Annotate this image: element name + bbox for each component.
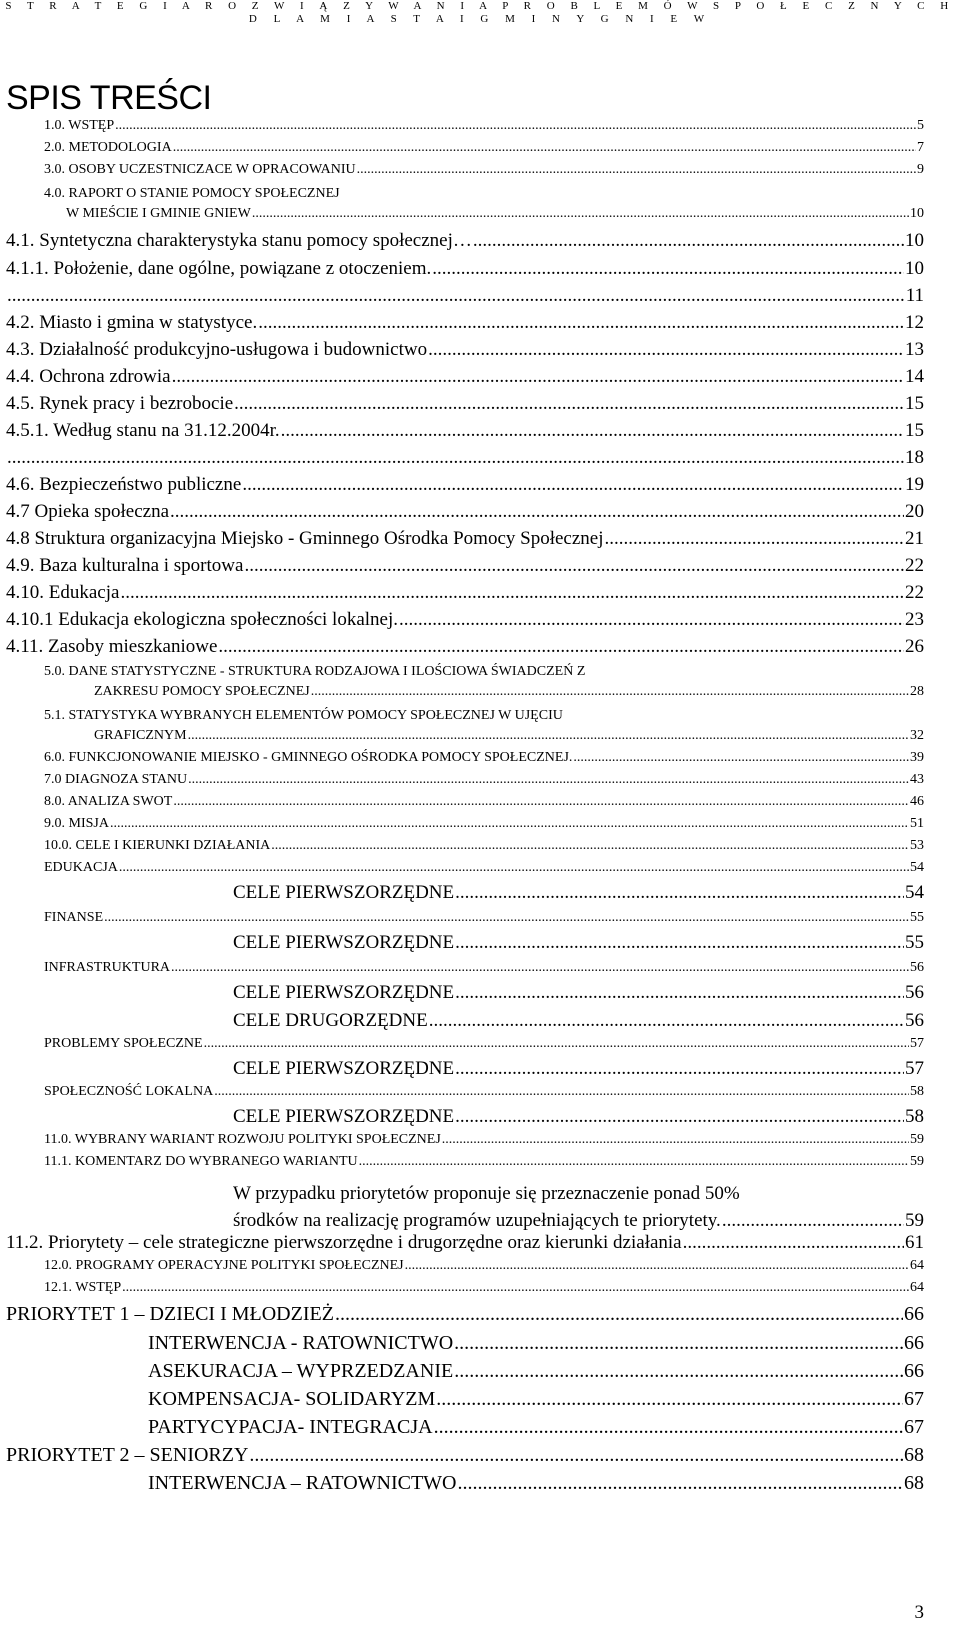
toc-page-number: 59 (910, 1154, 924, 1169)
toc-entry-title: EDUKACJA (44, 860, 118, 875)
dot-leader (455, 1058, 904, 1080)
toc-page-number: 58 (910, 1084, 924, 1099)
toc-page-number: 22 (905, 582, 924, 603)
dot-leader (683, 1232, 904, 1254)
dot-leader (442, 1132, 909, 1148)
toc-entry-interwencja-ratownictwo[interactable] (148, 1332, 924, 1354)
toc-page-number: 23 (905, 609, 924, 630)
toc-entry-3-0-osoby-uczestniczace-w-opracowaniu[interactable] (44, 162, 924, 178)
toc-entry-cele-pierwszorzedne[interactable] (233, 982, 924, 1004)
dot-leader (214, 1084, 909, 1100)
toc-entry-title: 12.1. WSTĘP (44, 1280, 122, 1295)
toc-entry-title: KOMPENSACJA- SOLIDARYZM (148, 1388, 436, 1410)
toc-page-number: 9 (917, 162, 924, 177)
toc-entry-title: 12.0. PROGRAMY OPERACYJNE POLITYKI SPOŁECZNEJ (44, 1258, 404, 1273)
dot-leader (454, 1360, 903, 1382)
toc-entry-7-0-diagnoza-stanu[interactable] (44, 772, 924, 788)
toc-entry-title: 4.6. Bezpieczeństwo publiczne (6, 474, 242, 495)
toc-entry-11-2-priorytety-cele-strategiczne-pierws[interactable] (6, 1232, 924, 1254)
dot-leader (281, 420, 904, 442)
dot-leader (7, 447, 904, 469)
dot-leader (119, 860, 909, 876)
toc-entry-1-0-wstep[interactable] (44, 118, 924, 134)
dot-leader (204, 1036, 909, 1052)
toc-entry-title: PARTYCYPACJA- INTEGRACJA (148, 1416, 433, 1438)
toc-entry-title: 4.2. Miasto i gmina w statystyce. (6, 312, 258, 333)
toc-entry-title: CELE PIERWSZORZĘDNE (233, 1058, 455, 1079)
toc-page-number: 61 (905, 1232, 924, 1253)
dot-leader (399, 609, 904, 631)
toc-entry-priorytet-2-seniorzy[interactable] (6, 1444, 924, 1466)
toc-entry-title: 8.0. ANALIZA SWOT (44, 794, 173, 809)
toc-entry-title: CELE DRUGORZĘDNE (233, 1010, 428, 1031)
toc-page-number: 22 (905, 555, 924, 576)
toc-entry-title: W MIEŚCIE I GMINIE GNIEW (66, 206, 251, 221)
toc-page-number: 32 (910, 728, 924, 743)
dot-leader (455, 1106, 904, 1128)
toc-page-number: 67 (904, 1416, 924, 1438)
toc-page-number: 15 (905, 393, 924, 414)
toc-entry-infrastruktura[interactable] (44, 960, 924, 976)
toc-entry-spolecznosc-lokalna[interactable] (44, 1084, 924, 1100)
toc-entry-4-1-1-polozenie-dane-ogolne-powiazane-z-[interactable] (6, 258, 924, 280)
toc-entry-4-9-baza-kulturalna-i-sportowa[interactable] (6, 555, 924, 577)
toc-entry-4-10-1-edukacja-ekologiczna-spolecznosci[interactable] (6, 609, 924, 631)
dot-leader (429, 1010, 904, 1032)
toc-entry-title-line-1: 5.1. STATYSTYKA WYBRANYCH ELEMENTÓW POMOCY SPOŁECZNEJ W UJĘCIU (44, 708, 563, 723)
toc-page-number: 28 (910, 684, 924, 699)
toc-entry-cele-drugorzedne[interactable] (233, 1010, 924, 1032)
dot-leader (188, 726, 909, 746)
toc-entry-title: środków na realizację programów uzupełniających te priorytety. (233, 1210, 721, 1231)
toc-page-number: 55 (905, 932, 924, 953)
toc-page-number: 58 (905, 1106, 924, 1127)
toc-entry-title: 4.1.1. Położenie, dane ogólne, powiązane z otoczeniem. (6, 258, 432, 279)
toc-page-number: 46 (910, 794, 924, 809)
toc-entry-title: 2.0. METODOLOGIA (44, 140, 172, 155)
toc-entry-title: 6.0. FUNKCJONOWANIE MIEJSKO - GMINNEGO OŚRODKA POMOCY SPOŁECZNEJ. (44, 750, 573, 765)
toc-entry-title: 4.5.1. Według stanu na 31.12.2004r. (6, 420, 280, 441)
toc-entry-partycypacja-integracja[interactable] (148, 1416, 924, 1438)
dot-leader (173, 140, 916, 156)
toc-entry-title: CELE PIERWSZORZĘDNE (233, 982, 455, 1003)
dot-leader (7, 285, 905, 307)
dot-leader (432, 258, 904, 280)
toc-entry-problemy-spoleczne[interactable] (44, 1036, 924, 1052)
dot-leader (234, 393, 904, 415)
running-header (0, 0, 960, 26)
dot-leader (252, 204, 909, 224)
toc-entry-title: 11.0. WYBRANY WARIANT ROZWOJU POLITYKI SPOŁECZNEJ (44, 1132, 441, 1147)
toc-entry-4-11-zasoby-mieszkaniowe[interactable] (6, 636, 924, 658)
page-number: 3 (914, 1602, 924, 1623)
toc-entry-title: PROBLEMY SPOŁECZNE (44, 1036, 203, 1051)
toc-page-number: 26 (905, 636, 924, 657)
toc-page-number: 10 (905, 258, 924, 279)
dot-leader (122, 1280, 909, 1296)
dot-leader (258, 312, 904, 334)
toc-page-number: 68 (904, 1444, 924, 1466)
toc-entry-continuation[interactable] (6, 447, 924, 469)
toc-title: SPIS TREŚCI (6, 79, 212, 117)
dot-leader (357, 162, 916, 178)
toc-page-number: 53 (910, 838, 924, 853)
toc-entry-4-4-ochrona-zdrowia[interactable] (6, 366, 924, 388)
toc-page-number: 66 (904, 1332, 924, 1354)
toc-entry-title: SPOŁECZNOŚĆ LOKALNA (44, 1084, 214, 1099)
toc-entry-title: 4.5. Rynek pracy i bezrobocie (6, 393, 234, 414)
dot-leader (722, 1207, 904, 1234)
toc-page-number: 10 (905, 230, 924, 251)
dot-leader (455, 982, 904, 1004)
toc-entry-title: 4.4. Ochrona zdrowia (6, 366, 171, 387)
dot-leader (173, 794, 909, 810)
toc-entry-title: INTERWENCJA - RATOWNICTWO (148, 1332, 454, 1354)
toc-entry-title: PRIORYTET 1 – DZIECI I MŁODZIEŻ (6, 1303, 334, 1325)
toc-page-number: 64 (910, 1280, 924, 1295)
toc-entry-edukacja[interactable] (44, 860, 924, 876)
toc-entry-title: 4.10. Edukacja (6, 582, 120, 603)
toc-entry-title-line-1: W przypadku priorytetów proponuje się przeznaczenie ponad 50% (233, 1183, 740, 1204)
toc-entry-4-5-1-wedlug-stanu-na-31-12-2004r[interactable] (6, 420, 924, 442)
toc-entry-title: ASEKURACJA – WYPRZEDZANIE (148, 1360, 454, 1382)
toc-page-number: 59 (910, 1132, 924, 1147)
toc-entry-6-0-funkcjonowanie-miejsko-gminnego-osro[interactable] (44, 750, 924, 766)
toc-entry-asekuracja-wyprzedzanie[interactable] (148, 1360, 924, 1382)
dot-leader (573, 750, 909, 766)
toc-page-number: 57 (905, 1058, 924, 1079)
dot-leader (115, 118, 916, 134)
toc-page-number: 51 (910, 816, 924, 831)
toc-page-number: 68 (904, 1472, 924, 1494)
toc-entry-continuation[interactable] (6, 285, 924, 307)
dot-leader (311, 682, 909, 702)
toc-entry-title: GRAFICZNYM (94, 728, 187, 743)
toc-entry-4-2-miasto-i-gmina-w-statystyce[interactable] (6, 312, 924, 334)
toc-page-number: 64 (910, 1258, 924, 1273)
dot-leader (473, 230, 904, 252)
toc-page-number: 57 (910, 1036, 924, 1051)
toc-entry-cele-pierwszorzedne[interactable] (233, 1106, 924, 1128)
toc-page-number: 67 (904, 1388, 924, 1410)
toc-entry-4-3-dzialalnosc-produkcyjno-uslugowa-i-b[interactable] (6, 339, 924, 361)
toc-entry-title: CELE PIERWSZORZĘDNE (233, 932, 455, 953)
toc-page-number: 59 (905, 1210, 924, 1231)
toc-entry-title: 4.9. Baza kulturalna i sportowa (6, 555, 244, 576)
dot-leader (405, 1258, 909, 1274)
toc-page-number: 56 (905, 1010, 924, 1031)
toc-entry-4-0-raport-o-stanie-pomocy-spolecznej[interactable] (44, 184, 924, 224)
toc-entry-title: 4.11. Zasoby mieszkaniowe (6, 636, 218, 657)
dot-leader (120, 582, 904, 604)
toc-entry-title: CELE PIERWSZORZĘDNE (233, 1106, 455, 1127)
toc-entry-title: CELE PIERWSZORZĘDNE (233, 882, 455, 903)
dot-leader (110, 816, 909, 832)
toc-entry-4-1-syntetyczna-charakterystyka-stanu-po[interactable] (6, 230, 924, 252)
dot-leader (170, 501, 904, 523)
toc-page-number: 43 (910, 772, 924, 787)
toc-page-number: 12 (905, 312, 924, 333)
toc-entry-title: 3.0. OSOBY UCZESTNICZACE W OPRACOWANIU (44, 162, 356, 177)
toc-entry-2-0-metodologia[interactable] (44, 140, 924, 156)
dot-leader (104, 910, 909, 926)
toc-entry-title: 9.0. MISJA (44, 816, 109, 831)
toc-entry-finanse[interactable] (44, 910, 924, 926)
toc-page-number: 15 (905, 420, 924, 441)
dot-leader (458, 1472, 904, 1494)
toc-entry-w-przypadku-priorytetow-proponuje-sie-pr[interactable] (233, 1180, 924, 1234)
header-line-1: S T R A T E G I A R O Z W I Ą Z Y W A N I A P R O B L E M Ó W S P O Ł E C Z N Y C H (5, 0, 955, 12)
toc-entry-cele-pierwszorzedne[interactable] (233, 882, 924, 904)
toc-entry-4-10-edukacja[interactable] (6, 582, 924, 604)
dot-leader (428, 339, 904, 361)
toc-entry-interwencja-ratownictwo[interactable] (148, 1472, 924, 1494)
dot-leader (455, 932, 904, 954)
toc-entry-cele-pierwszorzedne[interactable] (233, 932, 924, 954)
toc-page-number: 5 (917, 118, 924, 133)
toc-entry-title: PRIORYTET 2 – SENIORZY (6, 1444, 249, 1466)
dot-leader (249, 1444, 903, 1466)
dot-leader (605, 528, 905, 550)
toc-entry-4-6-bezpieczenstwo-publiczne[interactable] (6, 474, 924, 496)
toc-page-number: 54 (905, 882, 924, 903)
toc-entry-title: FINANSE (44, 910, 104, 925)
toc-entry-4-5-rynek-pracy-i-bezrobocie[interactable] (6, 393, 924, 415)
dot-leader (335, 1303, 903, 1325)
toc-page-number: 56 (910, 960, 924, 975)
dot-leader (436, 1388, 903, 1410)
toc-entry-4-7-opieka-spoleczna[interactable] (6, 501, 924, 523)
toc-entry-title: INTERWENCJA – RATOWNICTWO (148, 1472, 457, 1494)
header-line-2: D L A M I A S T A I G M I N Y G N I E W (248, 13, 712, 25)
dot-leader (455, 882, 904, 904)
dot-leader (218, 636, 904, 658)
toc-page-number: 19 (905, 474, 924, 495)
toc-entry-kompensacja-solidaryzm[interactable] (148, 1388, 924, 1410)
toc-page-number: 21 (905, 528, 924, 549)
toc-entry-11-0-wybrany-wariant-rozwoju-polityki-sp[interactable] (44, 1132, 924, 1148)
toc-entry-5-1-statystyka-wybranych-elementow-pomoc[interactable] (44, 706, 924, 746)
dot-leader (172, 366, 904, 388)
toc-entry-4-8-struktura-organizacyjna-miejsko-gmin[interactable] (6, 528, 924, 550)
dot-leader (188, 772, 909, 788)
toc-entry-cele-pierwszorzedne[interactable] (233, 1058, 924, 1080)
toc-page-number: 14 (905, 366, 924, 387)
toc-entry-title: INFRASTRUKTURA (44, 960, 171, 975)
toc-page-number: 54 (910, 860, 924, 875)
dot-leader (242, 474, 904, 496)
toc-entry-title: 11.2. Priorytety – cele strategiczne pierwszorzędne i drugorzędne oraz kierunki działania (6, 1232, 682, 1253)
dot-leader (454, 1332, 903, 1354)
toc-page-number: 18 (905, 447, 924, 468)
toc-page-number: 39 (910, 750, 924, 765)
toc-entry-title-line-1: 5.0. DANE STATYSTYCZNE - STRUKTURA RODZAJOWA I ILOŚCIOWA ŚWIADCZEŃ Z (44, 664, 586, 679)
toc-page-number: 13 (905, 339, 924, 360)
toc-entry-title: 4.10.1 Edukacja ekologiczna społeczności lokalnej. (6, 609, 399, 630)
toc-entry-12-1-wstep[interactable] (44, 1280, 924, 1296)
toc-page-number: 7 (917, 140, 924, 155)
toc-page-number: 10 (910, 206, 924, 221)
toc-entry-8-0-analiza-swot[interactable] (44, 794, 924, 810)
toc-page-number: 11 (905, 285, 924, 306)
dot-leader (434, 1416, 903, 1438)
toc-page-number: 55 (910, 910, 924, 925)
toc-entry-title: 11.1. KOMENTARZ DO WYBRANEGO WARIANTU (44, 1154, 358, 1169)
dot-leader (271, 838, 909, 854)
toc-page-number: 66 (904, 1303, 924, 1325)
toc-entry-title: 1.0. WSTĘP (44, 118, 115, 133)
toc-page-number: 66 (904, 1360, 924, 1382)
toc-entry-9-0-misja[interactable] (44, 816, 924, 832)
toc-page-number: 20 (905, 501, 924, 522)
toc-entry-title-line-1: 4.0. RAPORT O STANIE POMOCY SPOŁECZNEJ (44, 186, 340, 201)
toc-entry-title: 4.7 Opieka społeczna (6, 501, 170, 522)
toc-entry-11-1-komentarz-do-wybranego-wariantu[interactable] (44, 1154, 924, 1170)
toc-entry-title: 4.8 Struktura organizacyjna Miejsko - Gminnego Ośrodka Pomocy Społecznej (6, 528, 604, 549)
toc-entry-5-0-dane-statystyczne-struktura-rodzajow[interactable] (44, 662, 924, 702)
toc-entry-title: 7.0 DIAGNOZA STANU (44, 772, 188, 787)
toc-entry-priorytet-1-dzieci-i-mlodziez[interactable] (6, 1303, 924, 1325)
toc-entry-title: ZAKRESU POMOCY SPOŁECZNEJ (94, 684, 310, 699)
toc-entry-title: 10.0. CELE I KIERUNKI DZIAŁANIA (44, 838, 271, 853)
toc-page-number: 56 (905, 982, 924, 1003)
toc-entry-12-0-programy-operacyjne-polityki-spolec[interactable] (44, 1258, 924, 1274)
toc-entry-title: 4.3. Działalność produkcyjno-usługowa i budownictwo (6, 339, 428, 360)
dot-leader (171, 960, 909, 976)
toc-entry-title: 4.1. Syntetyczna charakterystyka stanu pomocy społecznej… (6, 230, 472, 251)
dot-leader (359, 1154, 909, 1170)
toc-entry-10-0-cele-i-kierunki-dzialania[interactable] (44, 838, 924, 854)
dot-leader (244, 555, 904, 577)
